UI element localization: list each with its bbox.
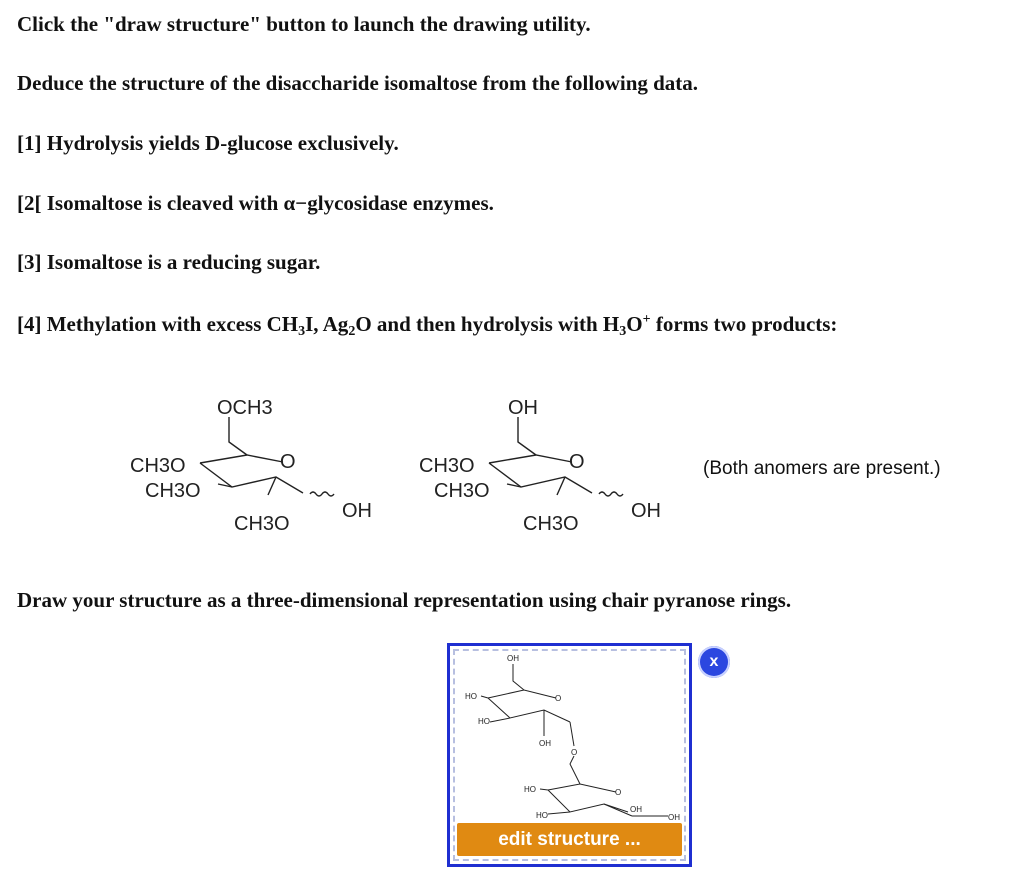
editor-oh-c2: OH: [539, 739, 551, 748]
right-ring-o-label: O: [569, 451, 585, 473]
right-c3-label: CH3O: [434, 480, 490, 502]
editor-link-o: O: [571, 748, 578, 757]
editor-oh-bottom: OH: [630, 805, 642, 814]
edit-structure-button[interactable]: edit structure ...: [457, 823, 682, 856]
close-editor-button[interactable]: x: [698, 646, 730, 678]
left-c2-label: CH3O: [234, 513, 290, 535]
right-oh-label: OH: [631, 500, 661, 522]
editor-anomeric-oh: OH: [668, 813, 680, 822]
product-left: [200, 417, 334, 496]
instruction-launch: Click the "draw structure" button to launch the drawing utility.: [17, 12, 591, 36]
left-c3-label: CH3O: [145, 480, 201, 502]
data-point-1: [1] Hydrolysis yields D-glucose exclusively.: [17, 131, 399, 155]
editor-ho-c: HO: [524, 785, 536, 794]
instruction-deduce: Deduce the structure of the disaccharide isomaltose from the following data.: [17, 71, 699, 95]
product-right: [489, 417, 623, 496]
draw-prompt: Draw your structure as a three-dimensional representation using chair pyranose rings.: [17, 588, 792, 612]
editor-top-oh: OH: [507, 654, 519, 663]
left-oh-label: OH: [342, 500, 372, 522]
left-och3-label: OCH3: [217, 397, 273, 419]
right-c2-label: CH3O: [523, 513, 579, 535]
structure-editor[interactable]: [447, 643, 692, 867]
left-ring-o-label: O: [280, 451, 296, 473]
data-point-2: [2[ Isomaltose is cleaved with α−glycosidase enzymes.: [17, 191, 494, 215]
right-c4-label: CH3O: [419, 455, 475, 477]
right-oh-top-label: OH: [508, 397, 538, 419]
editor-ring-o-bottom: O: [615, 788, 622, 797]
editor-ring-o-top: O: [555, 694, 562, 703]
anomers-note: (Both anomers are present.): [703, 458, 941, 479]
editor-ho-d: HO: [536, 811, 548, 820]
left-c4-label: CH3O: [130, 455, 186, 477]
editor-ho-b: HO: [478, 717, 490, 726]
data-point-4: [4] Methylation with excess $CH_3I$, $Ag_2O$ and then hydrolysis with $H_3O^+$ forms two products:: [17, 312, 838, 339]
editor-ho-a: HO: [465, 692, 477, 701]
data-point-3: [3] Isomaltose is a reducing sugar.: [17, 250, 321, 274]
